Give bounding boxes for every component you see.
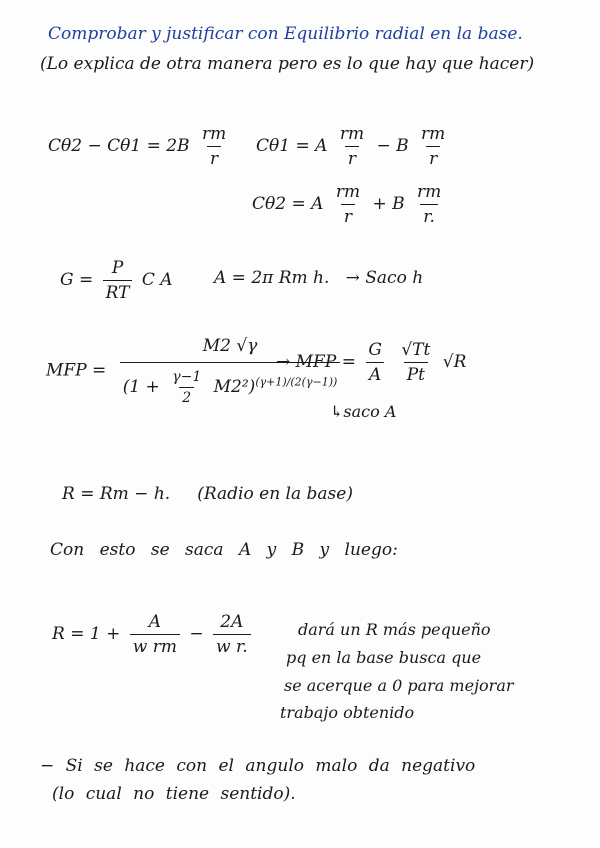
eq3-frac-b <box>414 182 444 227</box>
line-7: Con esto se saca A y B y luego: <box>50 540 398 560</box>
eq6-text: R = Rm − h. <box>62 484 171 504</box>
eq2-frac-b-num: rm <box>421 124 446 144</box>
eq1-fraction <box>199 124 229 169</box>
eq4-lhs: G = <box>60 270 94 290</box>
eq5-den-fraction <box>169 369 204 406</box>
eq3-frac-a-num: rm <box>335 182 361 202</box>
equation-5-rhs <box>276 340 466 385</box>
equation-1 <box>48 124 233 169</box>
eq4-rest: C A <box>141 270 173 290</box>
eq4-frac-den: RT <box>103 280 133 303</box>
equation-3 <box>252 182 448 227</box>
eq5-arrow: → MFP = <box>276 352 356 372</box>
eq3-lhs: Cθ2 = <box>252 194 306 214</box>
eq5-den-part1: (1 + <box>122 377 160 397</box>
eq5-lhs: MFP = <box>46 360 107 381</box>
eq4-fraction <box>103 258 133 303</box>
eq5-sqrt-den: Pt <box>404 362 428 385</box>
eq2-frac-b-den: r <box>426 146 440 169</box>
eq3-frac-b-num: rm <box>417 182 442 202</box>
eq5-g-den: A <box>366 362 384 385</box>
eq1-frac-den: r <box>207 146 221 169</box>
eq2-frac-b <box>418 124 448 169</box>
eq1-frac-num: rm <box>201 124 227 144</box>
eq8-frac-1 <box>130 612 180 657</box>
note-8-line-1: dará un R más pequeño <box>298 620 491 639</box>
eq5-note: ↳saco A <box>330 402 397 421</box>
eq8-frac-2 <box>213 612 251 657</box>
footer-line-2: (lo cual no tiene sentido). <box>52 784 296 804</box>
eq8-frac-2-den: w r. <box>213 634 251 657</box>
eq3-a: A <box>311 194 324 214</box>
eq8-frac-1-num: A <box>148 612 161 632</box>
eq3-frac-a <box>333 182 363 227</box>
equation-4 <box>60 258 173 303</box>
equation-2 <box>256 124 452 169</box>
eq2-lhs: Cθ1 = <box>256 136 310 156</box>
eq4-frac-num: P <box>111 258 124 278</box>
eq4-arrow: → Saco h <box>345 268 424 288</box>
eq8-frac-2-num: 2A <box>220 612 244 632</box>
eq6-note: (Radio en la base) <box>197 484 353 504</box>
footer-line-1: − Si se hace con el angulo malo da negativo <box>40 756 476 776</box>
eq5-sqrt-num: √Tt <box>401 340 431 360</box>
eq5-sqrt-fraction <box>398 340 433 385</box>
equation-6 <box>62 484 353 504</box>
equation-4-area <box>214 268 423 288</box>
eq1-lhs: Cθ2 − Cθ1 = 2B <box>48 136 190 156</box>
header-line-2: (Lo explica de otra manera pero es lo que hay que hacer) <box>40 54 535 74</box>
eq3-plus: + B <box>372 194 405 214</box>
eq2-frac-a-den: r <box>345 146 359 169</box>
eq8-lhs: R = 1 + <box>52 624 121 644</box>
eq5-den-frac-num: γ−1 <box>172 369 202 385</box>
eq5-tail: √R <box>442 352 467 372</box>
note-8-line-2: pq en la base busca que <box>286 648 482 667</box>
eq8-minus: − <box>189 624 204 644</box>
eq4-area: A = 2π Rm h. <box>214 268 330 288</box>
eq5-g-num: G <box>368 340 382 360</box>
header-line-1: Comprobar y justificar con Equilibrio radial en la base. <box>48 24 523 44</box>
eq2-minus: − B <box>376 136 409 156</box>
eq3-frac-a-den: r <box>341 204 355 227</box>
eq3-frac-b-den: r. <box>420 204 438 227</box>
eq5-den-exp: (γ+1)/(2(γ−1)) <box>255 375 338 389</box>
eq5-den-part2: M2²) <box>213 377 256 397</box>
eq2-a: A <box>315 136 328 156</box>
note-8-line-3: se acerque a 0 para mejorar <box>284 676 514 695</box>
eq5-g-fraction <box>365 340 385 385</box>
eq5-den-frac-den: 2 <box>179 387 194 406</box>
eq5-num: M2 √γ <box>202 336 258 356</box>
eq2-frac-a <box>337 124 367 169</box>
equation-8 <box>52 612 255 657</box>
note-8-line-4: trabajo obtenido <box>280 703 415 722</box>
eq2-frac-a-num: rm <box>339 124 365 144</box>
eq8-frac-1-den: w rm <box>130 634 180 657</box>
